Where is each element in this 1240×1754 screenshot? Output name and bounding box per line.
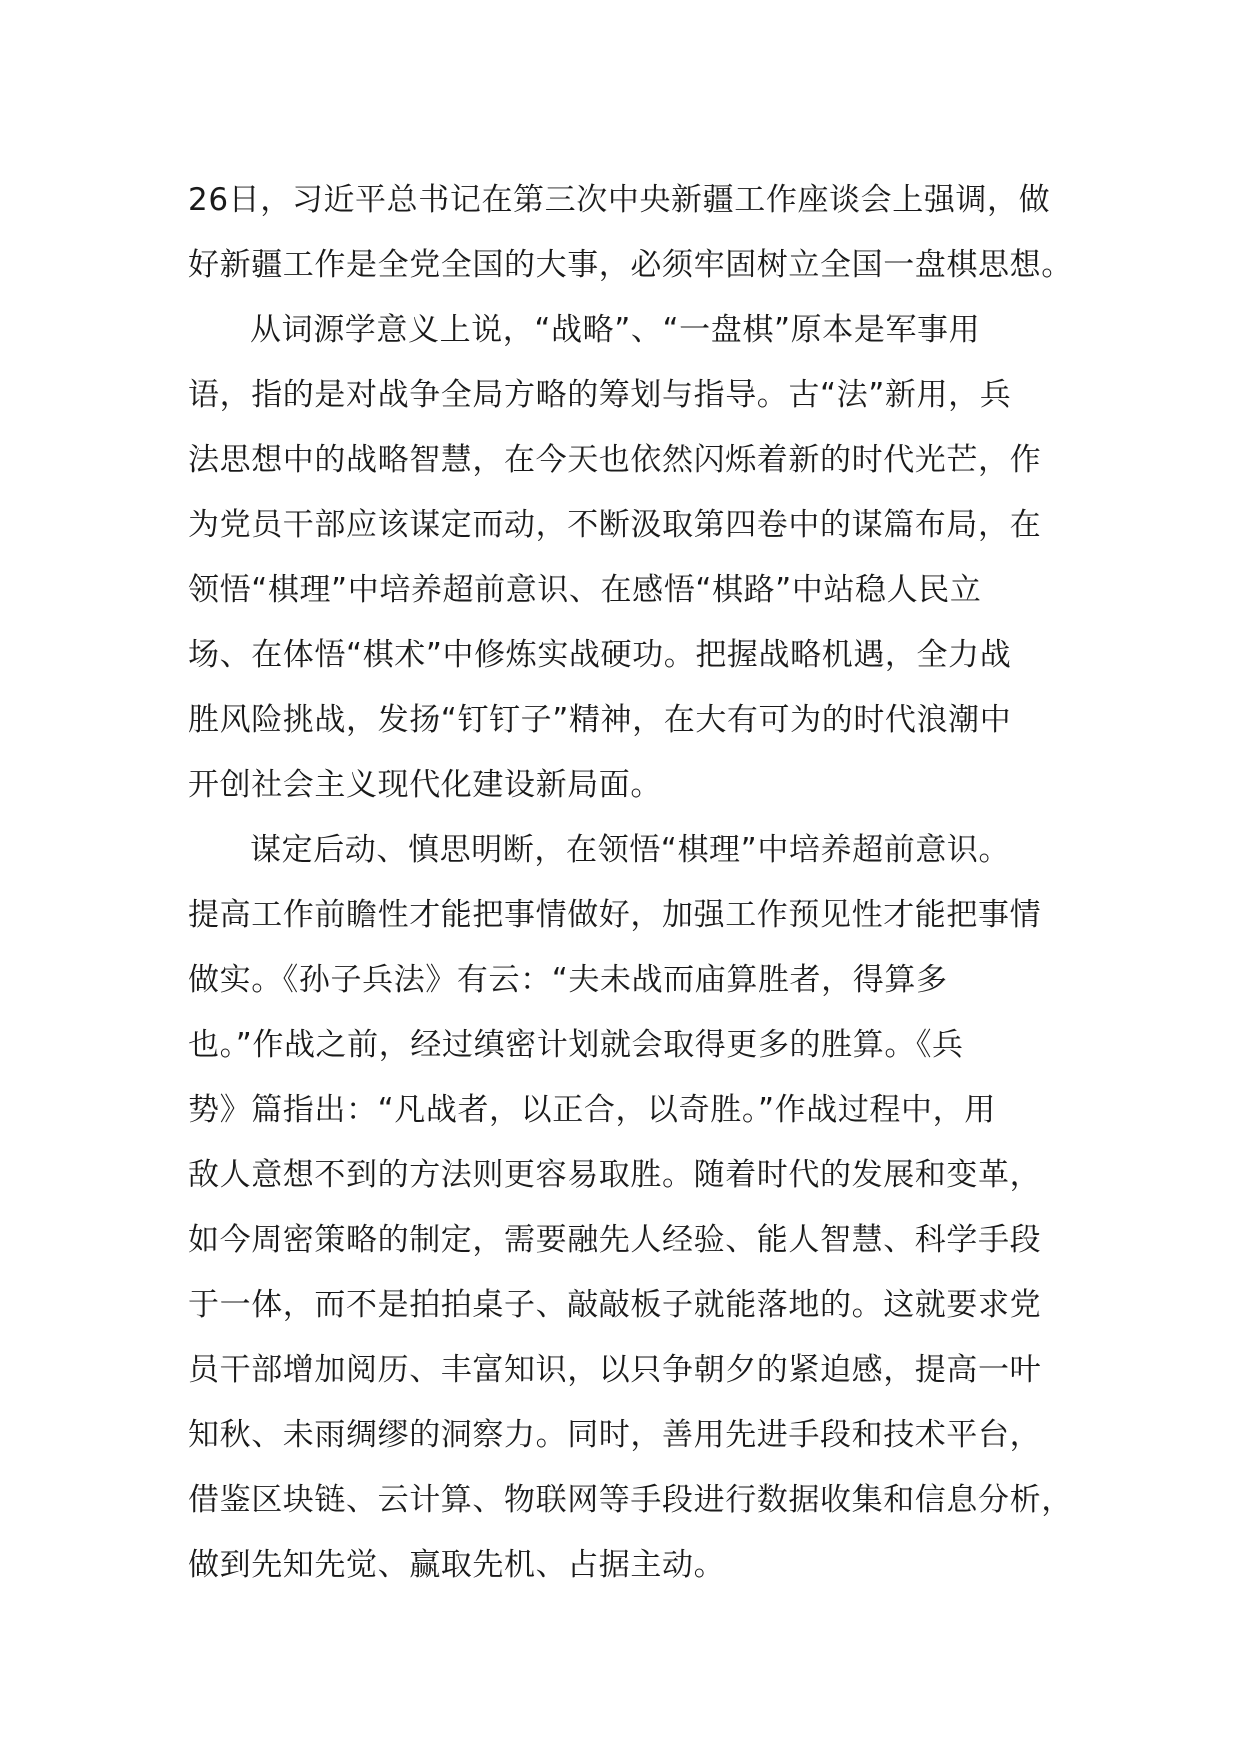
paragraph-line: 领悟“棋理”中培养超前意识、在感悟“棋路”中站稳人民立	[188, 572, 982, 608]
paragraph-line: 知秋、未雨绸缪的洞察力。同时，善用先进手段和技术平台，	[188, 1417, 1042, 1453]
paragraph-2	[188, 298, 1088, 818]
paragraph-line: 从词源学意义上说，“战略”、“一盘棋”原本是军事用	[250, 312, 981, 348]
paragraph-line: 也。”作战之前，经过缜密计划就会取得更多的胜算。《兵	[188, 1027, 964, 1063]
paragraph-line: 胜风险挑战，发扬“钉钉子”精神，在大有可为的时代浪潮中	[188, 702, 1012, 738]
paragraph-1	[188, 168, 1088, 298]
paragraph-line: 26日，习近平总书记在第三次中央新疆工作座谈会上强调，做	[188, 182, 1051, 218]
paragraph-line: 做到先知先觉、赢取先机、占据主动。	[188, 1547, 726, 1583]
paragraph-line: 语，指的是对战争全局方略的筹划与指导。古“法”新用，兵	[188, 377, 1012, 413]
paragraph-line: 场、在体悟“棋术”中修炼实战硬功。把握战略机遇，全力战	[188, 637, 1012, 673]
paragraph-line: 提高工作前瞻性才能把事情做好，加强工作预见性才能把事情	[188, 897, 1042, 933]
paragraph-line: 员干部增加阅历、丰富知识，以只争朝夕的紧迫感，提高一叶	[188, 1352, 1042, 1388]
paragraph-line: 势》篇指出：“凡战者，以正合，以奇胜。”作战过程中，用	[188, 1092, 996, 1128]
paragraph-line: 好新疆工作是全党全国的大事，必须牢固树立全国一盘棋思想。	[188, 247, 1073, 283]
paragraph-3	[188, 818, 1088, 1598]
document-body	[188, 168, 1088, 1598]
paragraph-line: 做实。《孙子兵法》有云：“夫未战而庙算胜者，得算多	[188, 962, 948, 998]
paragraph-line: 法思想中的战略智慧，在今天也依然闪烁着新的时代光芒，作	[188, 442, 1042, 478]
paragraph-line: 开创社会主义现代化建设新局面。	[188, 767, 662, 803]
paragraph-line: 如今周密策略的制定，需要融先人经验、能人智慧、科学手段	[188, 1222, 1042, 1258]
paragraph-line: 谋定后动、慎思明断，在领悟“棋理”中培养超前意识。	[250, 832, 1011, 868]
paragraph-line: 于一体，而不是拍拍桌子、敲敲板子就能落地的。这就要求党	[188, 1287, 1042, 1323]
paragraph-line: 为党员干部应该谋定而动，不断汲取第四卷中的谋篇布局，在	[188, 507, 1042, 543]
paragraph-line: 敌人意想不到的方法则更容易取胜。随着时代的发展和变革，	[188, 1157, 1042, 1193]
paragraph-line: 借鉴区块链、云计算、物联网等手段进行数据收集和信息分析，	[188, 1482, 1073, 1518]
